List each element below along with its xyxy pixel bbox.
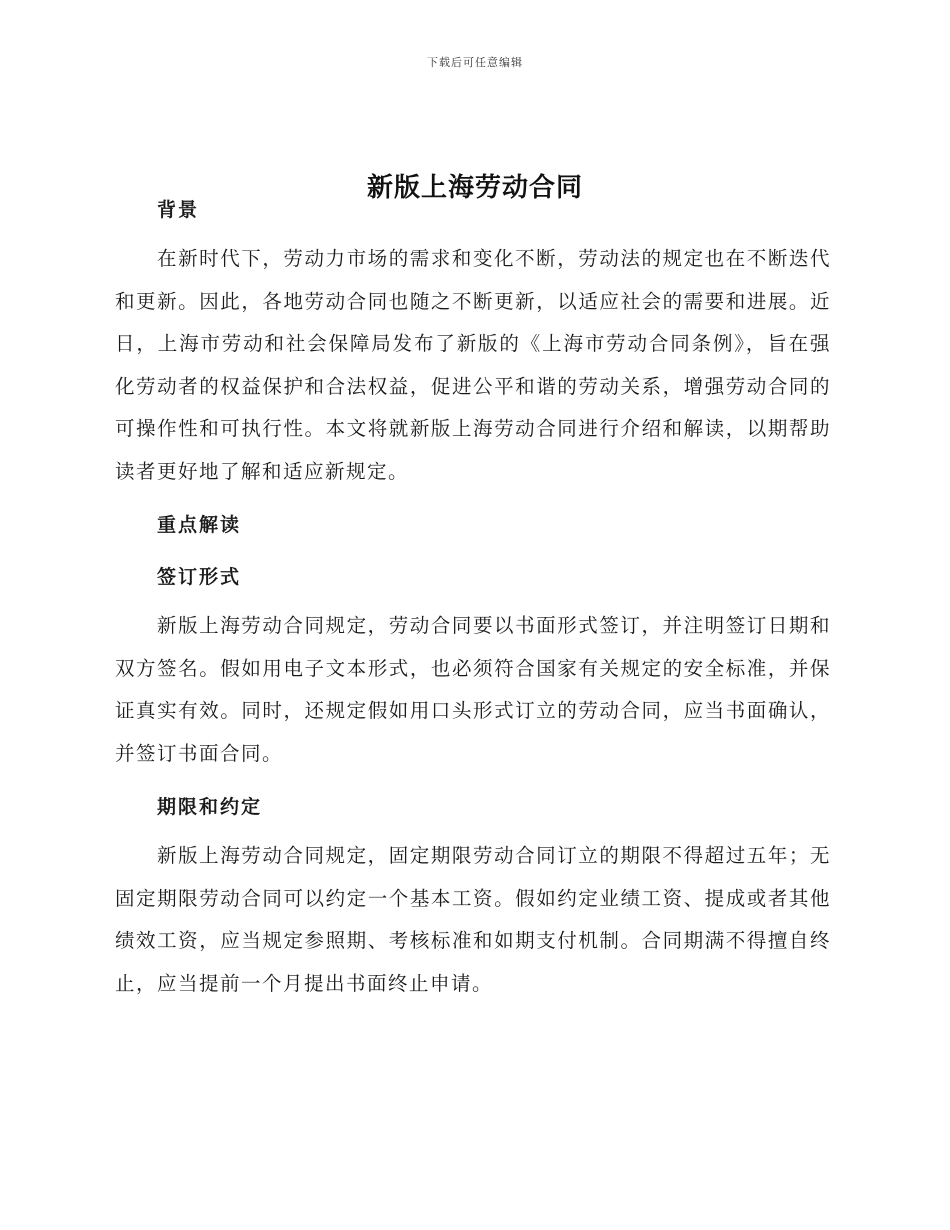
section-heading-signing-form: 签订形式 (157, 566, 242, 588)
section-heading-background: 背景 (157, 199, 200, 221)
section-heading-key-points: 重点解读 (157, 514, 242, 536)
document-body (115, 192, 831, 1005)
section-paragraph-background: 在新时代下，劳动力市场的需求和变化不断，劳动法的规定也在不断迭代和更新。因此，各地劳动合同也随之不断更新，以适应社会的需要和进展。近日，上海市劳动和社会保障局发布了新版的《上海市劳动合同条例》，旨在强化劳动者的权益保护和合法权益，促进公平和谐的劳动关系，增强劳动合同的可操作性和可执行性。本文将就新版上海劳动合同进行介绍和解读，以期帮助读者更好地了解和适应新规定。 (115, 247, 831, 483)
header-note: 下载后可任意编辑 (427, 56, 523, 69)
section-paragraph-term-and-agreement: 新版上海劳动合同规定，固定期限劳动合同订立的期限不得超过五年；无固定期限劳动合同可以约定一个基本工资。假如约定业绩工资、提成或者其他绩效工资，应当规定参照期、考核标准和如期支付机制。合同期满不得擅自终止，应当提前一个月提出书面终止申请。 (115, 844, 831, 995)
document-title: 新版上海劳动合同 (366, 173, 583, 204)
section-heading-term-and-agreement: 期限和约定 (157, 796, 263, 818)
section-paragraph-signing-form: 新版上海劳动合同规定，劳动合同要以书面形式签订，并注明签订日期和双方签名。假如用电子文本形式，也必须符合国家有关规定的安全标准，并保证真实有效。同时，还规定假如用口头形式订立的劳动合同，应当书面确认，并签订书面合同。 (115, 614, 831, 765)
